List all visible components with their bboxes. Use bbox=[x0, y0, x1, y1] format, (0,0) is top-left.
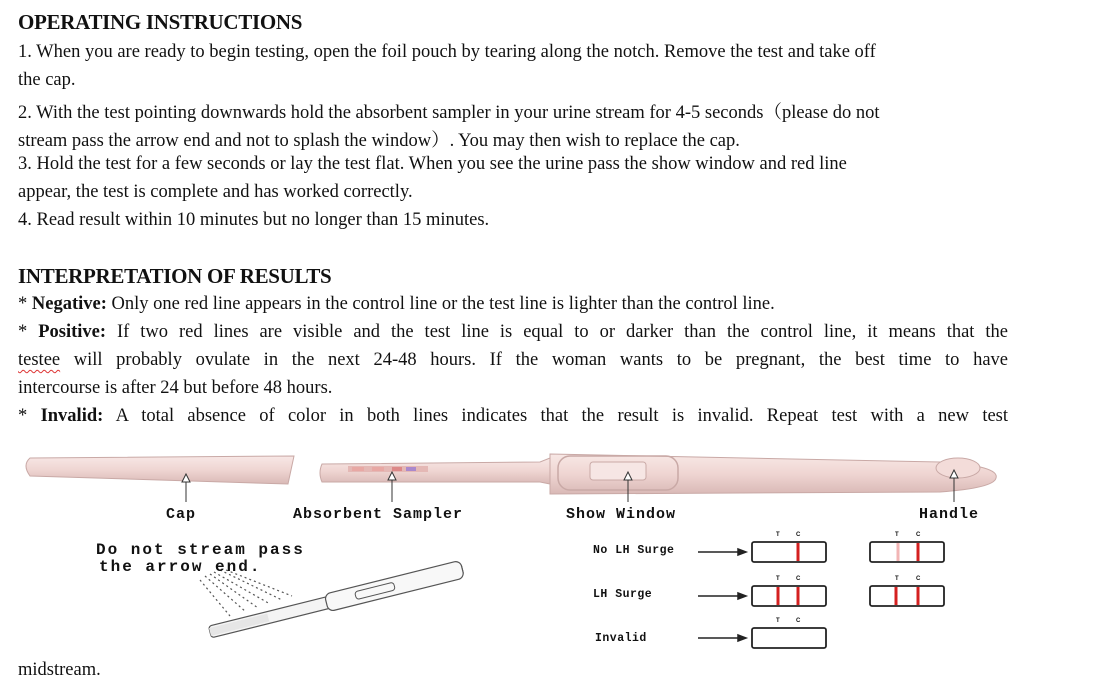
invalid-result-line bbox=[18, 406, 1008, 427]
handle-label: Handle bbox=[919, 506, 980, 523]
positive-result-line bbox=[18, 322, 1008, 343]
result-invalid bbox=[752, 628, 826, 648]
test-strip-diagram bbox=[0, 440, 1110, 660]
t-label: T bbox=[776, 532, 780, 538]
cap-shape bbox=[26, 456, 294, 484]
c-label: C bbox=[916, 576, 921, 582]
positive-result-line-3: intercourse is after 24 but before 48 hours. bbox=[18, 378, 333, 398]
positive-result-line-2 bbox=[18, 350, 1008, 371]
show-window-label: Show Window bbox=[566, 506, 677, 523]
result-surge-2 bbox=[870, 586, 944, 606]
negative-text: Only one red line appears in the control line or the test line is lighter than the control line. bbox=[106, 294, 775, 314]
t-label: T bbox=[776, 576, 780, 582]
warning-line-1: Do not stream pass bbox=[96, 541, 305, 559]
absorbent-sampler-label: Absorbent Sampler bbox=[293, 506, 464, 523]
operating-instructions-heading: OPERATING INSTRUCTIONS bbox=[18, 10, 303, 34]
no-lh-surge-label: No LH Surge bbox=[593, 544, 675, 557]
pointer-arrows bbox=[698, 549, 746, 641]
negative-label: Negative: bbox=[31, 294, 107, 314]
instruction-line-7: 4. Read result within 10 minutes but no longer than 15 minutes. bbox=[18, 210, 490, 230]
instruction-line-5: 3. Hold the test for a few seconds or lay the test flat. When you see the urine pass the show window and red line bbox=[18, 154, 847, 174]
warning-line-2: the arrow end. bbox=[99, 558, 262, 576]
invalid-text: A total absence of color in both lines indicates that the result is invalid. Repeat test with a new test bbox=[103, 406, 1009, 426]
t-label: T bbox=[895, 532, 899, 538]
result-no-surge-2 bbox=[870, 542, 944, 562]
result-no-surge-1 bbox=[752, 542, 826, 562]
t-label: T bbox=[895, 576, 899, 582]
bullet: * bbox=[18, 322, 28, 342]
c-label: C bbox=[796, 532, 801, 538]
bullet: * bbox=[18, 294, 28, 314]
lh-surge-label: LH Surge bbox=[593, 588, 653, 601]
positive-text: If two red lines are visible and the test line is equal to or darker than the control line, it means that the bbox=[106, 322, 1009, 342]
t-label: T bbox=[776, 618, 780, 624]
handle-hole-shape bbox=[936, 458, 980, 478]
sampler-arrow bbox=[388, 472, 396, 502]
interpretation-heading: INTERPRETATION OF RESULTS bbox=[18, 264, 332, 288]
c-label: C bbox=[916, 532, 921, 538]
instruction-line-3: 2. With the test pointing downwards hold the absorbent sampler in your urine stream for 4-5 seconds（please do not bbox=[18, 103, 880, 123]
c-label: C bbox=[796, 576, 801, 582]
c-label: C bbox=[796, 618, 801, 624]
midstream-text: midstream. bbox=[18, 660, 101, 680]
result-surge-1 bbox=[752, 586, 826, 606]
instruction-line-2: the cap. bbox=[18, 70, 76, 90]
bullet: * bbox=[18, 406, 28, 426]
instruction-line-1: 1. When you are ready to begin testing, open the foil pouch by tearing along the notch. Remove the test and take off bbox=[18, 42, 876, 62]
instruction-line-6: appear, the test is complete and has worked correctly. bbox=[18, 182, 413, 202]
negative-result-line bbox=[18, 294, 775, 315]
spellcheck-word: testee bbox=[18, 350, 61, 370]
positive-text-2: will probably ovulate in the next 24-48 hours. If the woman wants to be pregnant, the best time to have bbox=[60, 350, 1008, 370]
invalid-label: Invalid: bbox=[40, 406, 104, 426]
instruction-line-4: stream pass the arrow end and not to splash the window）. You may then wish to replace the cap. bbox=[18, 131, 740, 151]
invalid-label-diagram: Invalid bbox=[595, 632, 647, 645]
positive-label: Positive: bbox=[38, 322, 107, 342]
cap-label: Cap bbox=[166, 506, 197, 523]
